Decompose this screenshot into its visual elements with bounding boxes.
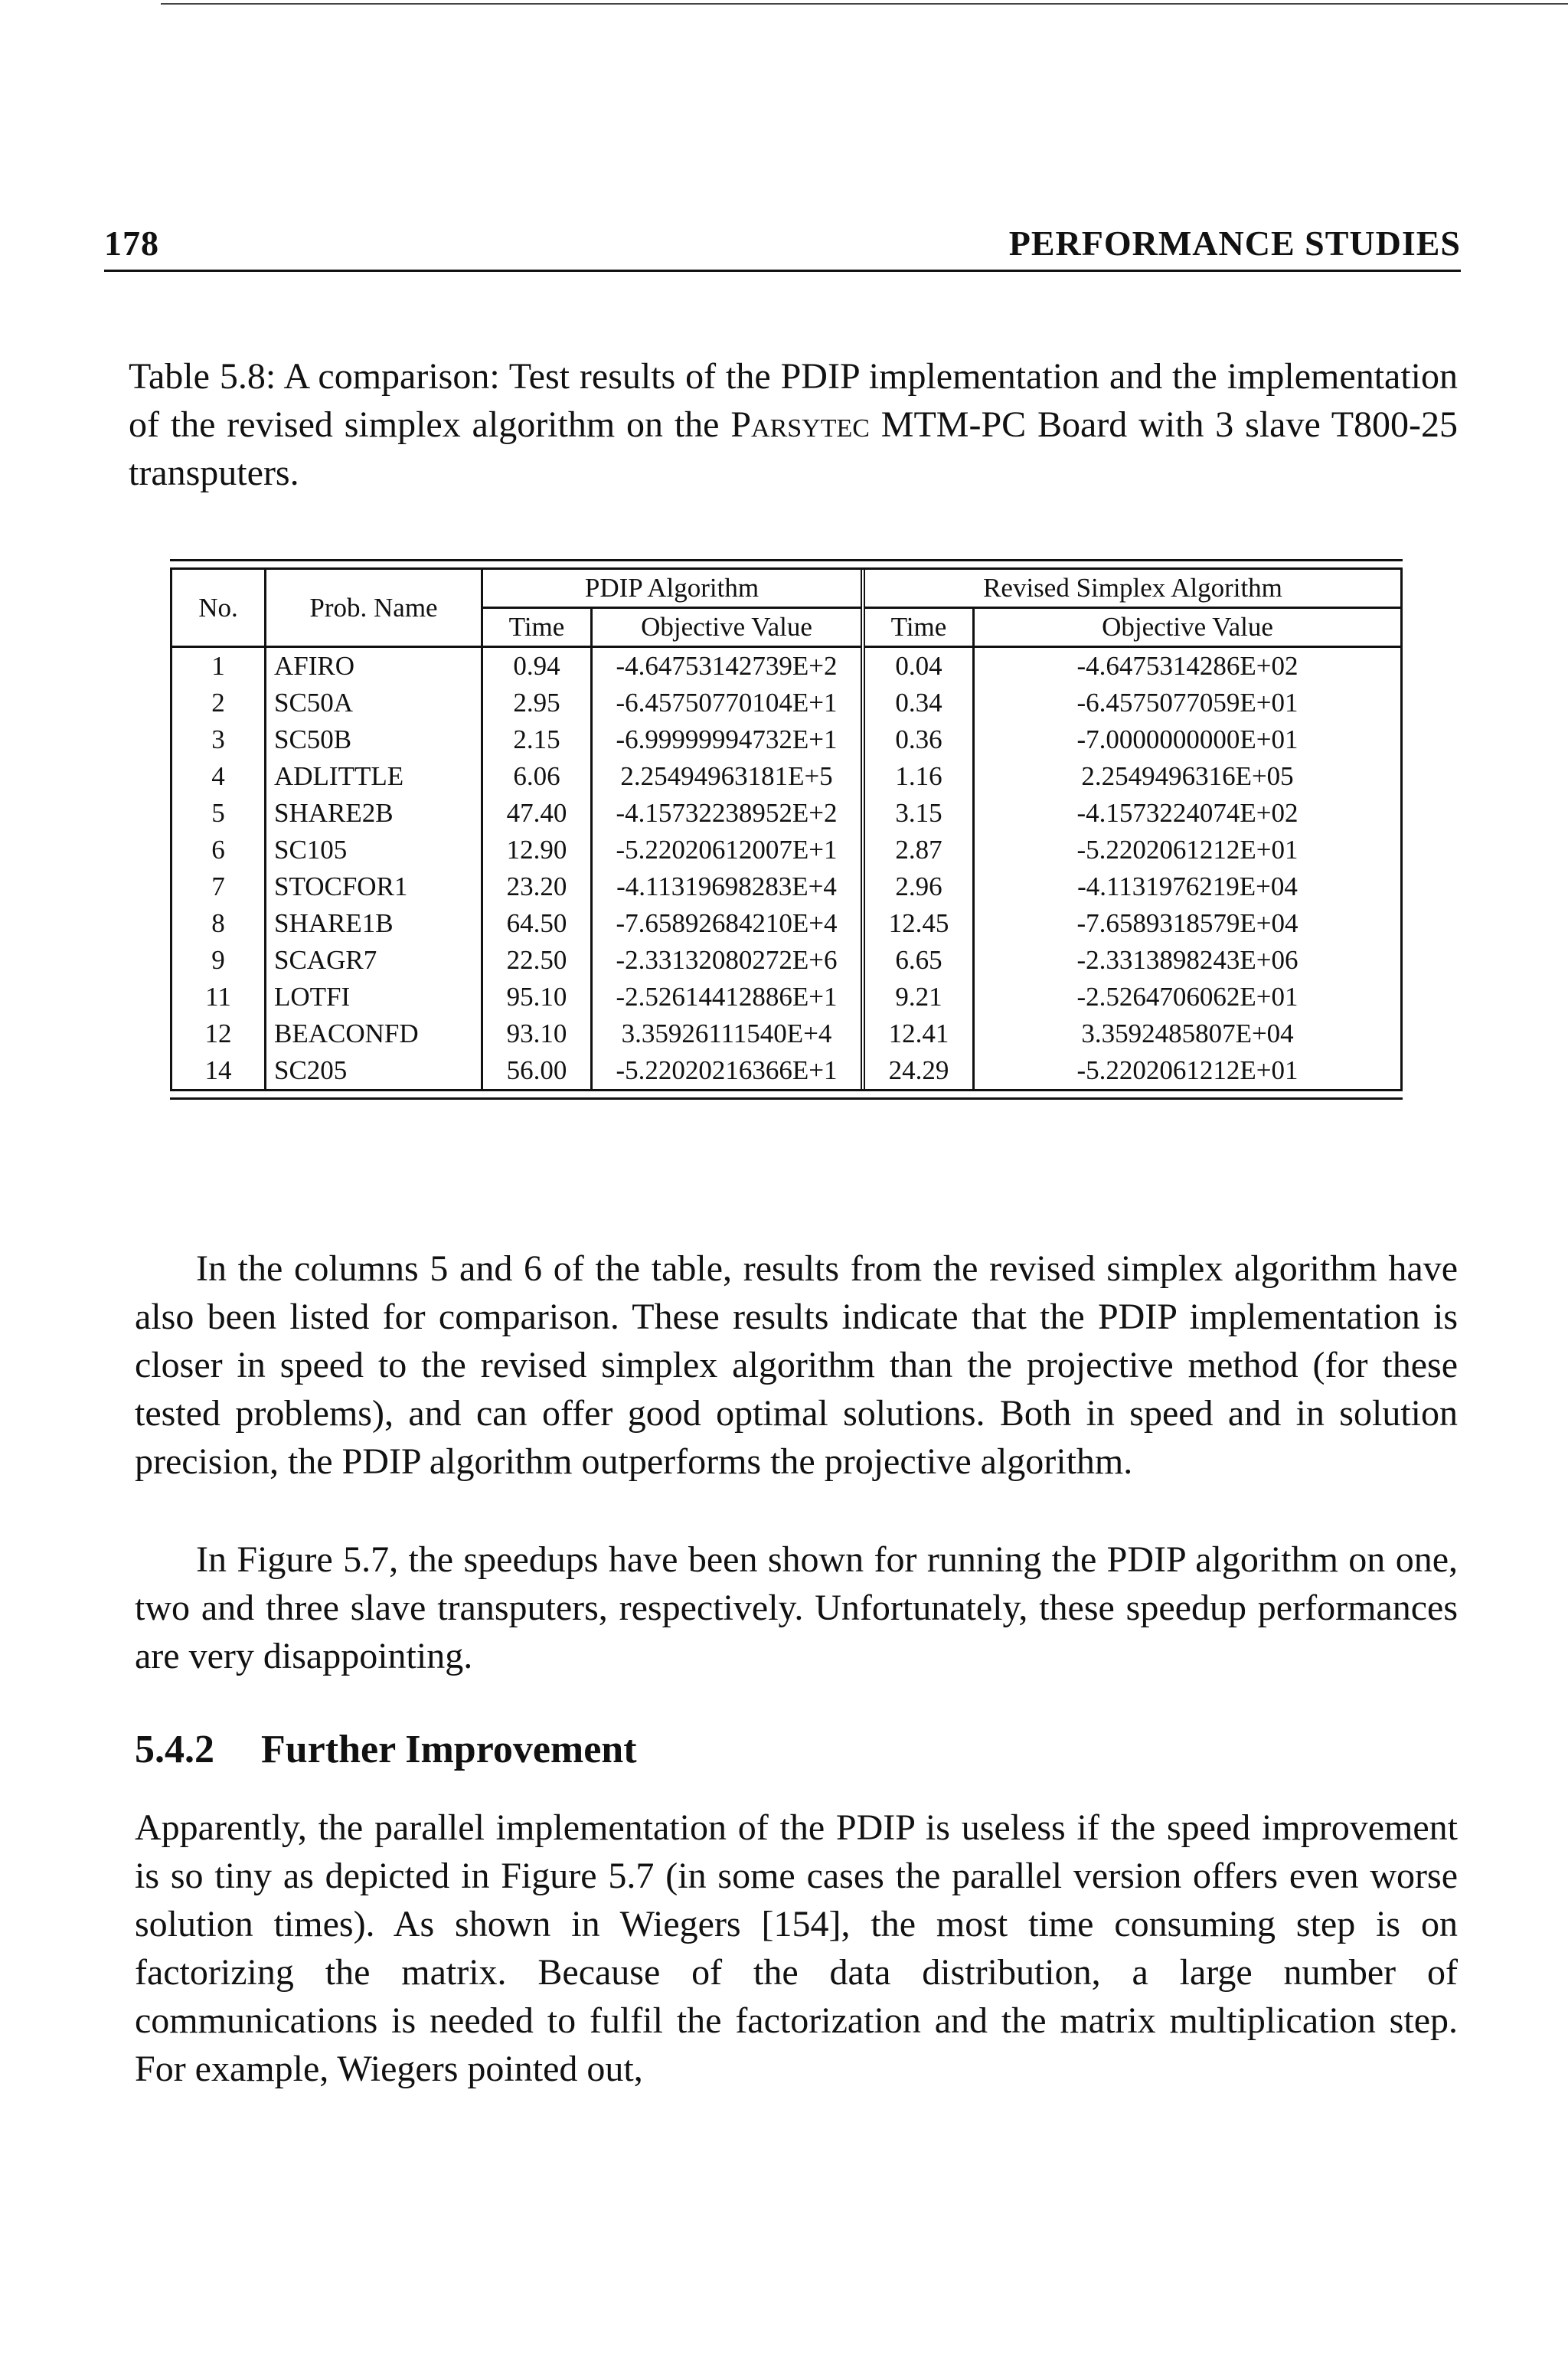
top-edge-line xyxy=(161,3,1568,5)
cell-pdip-objective: -7.65892684210E+4 xyxy=(592,905,864,942)
cell-name: LOTFI xyxy=(266,979,482,1015)
table-row xyxy=(172,758,1402,795)
cell-rs-time: 0.34 xyxy=(863,685,974,721)
cell-name: BEACONFD xyxy=(266,1015,482,1052)
caption-brand: Parsytec xyxy=(730,404,870,445)
cell-pdip-objective: -4.64753142739E+2 xyxy=(592,647,864,685)
cell-no: 8 xyxy=(172,905,266,942)
header-no: No. xyxy=(172,570,266,647)
cell-name: SC105 xyxy=(266,832,482,868)
cell-pdip-time: 47.40 xyxy=(482,795,592,832)
table-row xyxy=(172,795,1402,832)
cell-pdip-time: 22.50 xyxy=(482,942,592,979)
cell-pdip-objective: -2.33132080272E+6 xyxy=(592,942,864,979)
cell-rs-time: 1.16 xyxy=(863,758,974,795)
cell-no: 7 xyxy=(172,868,266,905)
table-row xyxy=(172,905,1402,942)
table-caption xyxy=(129,352,1458,497)
cell-no: 12 xyxy=(172,1015,266,1052)
caption-label: Table 5.8: xyxy=(129,356,276,397)
cell-name: SHARE1B xyxy=(266,905,482,942)
cell-rs-objective: -7.0000000000E+01 xyxy=(1076,724,1298,754)
cell-pdip-time: 95.10 xyxy=(482,979,592,1015)
cell-pdip-objective: 3.35926111540E+4 xyxy=(592,1015,864,1052)
cell-name: SHARE2B xyxy=(266,795,482,832)
table-row xyxy=(172,721,1402,758)
cell-rs-time: 12.41 xyxy=(863,1015,974,1052)
table-body xyxy=(172,647,1402,1090)
caption-text-end: MTM-PC Board with 3 slave T800-25 transputers. xyxy=(129,404,1459,493)
cell-rs-time: 12.45 xyxy=(863,905,974,942)
cell-rs-objective: -7.6589318579E+04 xyxy=(1076,908,1298,938)
section-title: Further Improvement xyxy=(261,1728,637,1771)
cell-rs-objective: 2.2549496316E+05 xyxy=(1081,761,1294,791)
header-time: Time xyxy=(482,608,592,647)
cell-rs-time: 0.04 xyxy=(863,647,974,685)
page-header xyxy=(104,208,1461,272)
caption-text: A comparison: Test results of the PDIP implementation and the implementation of the revised simplex algorithm on the xyxy=(129,356,1459,445)
table-row xyxy=(172,942,1402,979)
cell-no: 5 xyxy=(172,795,266,832)
header-objective: Objective Value xyxy=(592,608,864,647)
section-number: 5.4.2 xyxy=(135,1728,214,1771)
cell-rs-objective: -4.1131976219E+04 xyxy=(1077,872,1298,901)
cell-pdip-time: 93.10 xyxy=(482,1015,592,1052)
paragraph-1: In the columns 5 and 6 of the table, results from the revised simplex algorithm have also been listed for comparison. These results indicate that the PDIP implementation is closer in speed to the revised simplex algorithm than the projective method (for these tested problems), and can offer good optimal solutions. Both in speed and in solution precision, the PDIP algorithm outperforms the projective algorithm. xyxy=(135,1248,1458,1482)
cell-rs-objective: -6.4575077059E+01 xyxy=(1076,688,1298,718)
cell-pdip-time: 2.95 xyxy=(482,685,592,721)
cell-no: 11 xyxy=(172,979,266,1015)
cell-pdip-time: 12.90 xyxy=(482,832,592,868)
header-time: Time xyxy=(863,608,974,647)
cell-rs-time: 24.29 xyxy=(863,1052,974,1089)
cell-pdip-time: 64.50 xyxy=(482,905,592,942)
paragraph-3: Apparently, the parallel implementation of the PDIP is useless if the speed improvement is so tiny as depicted in Figure 5.7 (in some cases the parallel version offers even worse solution times). As shown in Wiegers [154], the most time consuming step is on factorizing the matrix. Because of the data distribution, a large number of communications is needed to fulfil the factorization and the matrix multiplication step. For example, Wiegers pointed out, xyxy=(135,1807,1458,2089)
cell-pdip-objective: -5.22020612007E+1 xyxy=(592,832,864,868)
cell-pdip-time: 56.00 xyxy=(482,1052,592,1089)
table-grid xyxy=(170,570,1403,1089)
cell-rs-time: 2.96 xyxy=(863,868,974,905)
section-heading xyxy=(135,1727,637,1772)
running-title: PERFORMANCE STUDIES xyxy=(1008,224,1461,263)
cell-pdip-objective: -4.11319698283E+4 xyxy=(592,868,864,905)
cell-name: ADLITTLE xyxy=(266,758,482,795)
cell-no: 3 xyxy=(172,721,266,758)
header-objective: Objective Value xyxy=(974,608,1402,647)
table-row xyxy=(172,979,1402,1015)
cell-name: STOCFOR1 xyxy=(266,868,482,905)
cell-no: 9 xyxy=(172,942,266,979)
cell-name: SC50B xyxy=(266,721,482,758)
cell-rs-objective: -4.1573224074E+02 xyxy=(1076,798,1298,828)
table-row xyxy=(172,1052,1402,1089)
cell-rs-objective: -5.2202061212E+01 xyxy=(1076,1055,1298,1085)
cell-pdip-time: 6.06 xyxy=(482,758,592,795)
cell-name: SC205 xyxy=(266,1052,482,1089)
cell-no: 4 xyxy=(172,758,266,795)
cell-pdip-objective: -6.45750770104E+1 xyxy=(592,685,864,721)
cell-rs-time: 0.36 xyxy=(863,721,974,758)
header-prob-name: Prob. Name xyxy=(266,570,482,647)
cell-pdip-objective: -4.15732238952E+2 xyxy=(592,795,864,832)
cell-pdip-time: 23.20 xyxy=(482,868,592,905)
cell-name: AFIRO xyxy=(266,647,482,685)
table-row xyxy=(172,832,1402,868)
cell-rs-objective: -5.2202061212E+01 xyxy=(1076,835,1298,865)
cell-rs-objective: 3.3592485807E+04 xyxy=(1081,1019,1294,1048)
cell-rs-objective: -2.3313898243E+06 xyxy=(1076,945,1298,975)
header-revised-simplex: Revised Simplex Algorithm xyxy=(863,570,1402,608)
cell-no: 1 xyxy=(172,647,266,685)
cell-rs-time: 3.15 xyxy=(863,795,974,832)
header-pdip: PDIP Algorithm xyxy=(482,570,864,608)
table-row xyxy=(172,647,1402,685)
page-number: 178 xyxy=(104,224,159,263)
cell-pdip-objective: -6.99999994732E+1 xyxy=(592,721,864,758)
cell-rs-time: 9.21 xyxy=(863,979,974,1015)
cell-name: SC50A xyxy=(266,685,482,721)
header-row xyxy=(172,570,1402,608)
cell-name: SCAGR7 xyxy=(266,942,482,979)
cell-rs-time: 2.87 xyxy=(863,832,974,868)
cell-no: 6 xyxy=(172,832,266,868)
cell-pdip-time: 0.94 xyxy=(482,647,592,685)
table-row xyxy=(172,1015,1402,1052)
cell-rs-objective: -2.5264706062E+01 xyxy=(1076,982,1298,1012)
cell-pdip-objective: 2.25494963181E+5 xyxy=(592,758,864,795)
cell-rs-time: 6.65 xyxy=(863,942,974,979)
cell-rs-objective: -4.6475314286E+02 xyxy=(1076,651,1298,681)
table-row xyxy=(172,685,1402,721)
table-row xyxy=(172,868,1402,905)
results-table xyxy=(170,559,1403,1100)
cell-pdip-objective: -5.22020216366E+1 xyxy=(592,1052,864,1089)
cell-no: 2 xyxy=(172,685,266,721)
cell-pdip-time: 2.15 xyxy=(482,721,592,758)
cell-pdip-objective: -2.52614412886E+1 xyxy=(592,979,864,1015)
paragraph-2: In Figure 5.7, the speedups have been shown for running the PDIP algorithm on one, two and three slave transputers, respectively. Unfortunately, these speedup performances are very disappointing. xyxy=(135,1539,1458,1676)
cell-no: 14 xyxy=(172,1052,266,1089)
